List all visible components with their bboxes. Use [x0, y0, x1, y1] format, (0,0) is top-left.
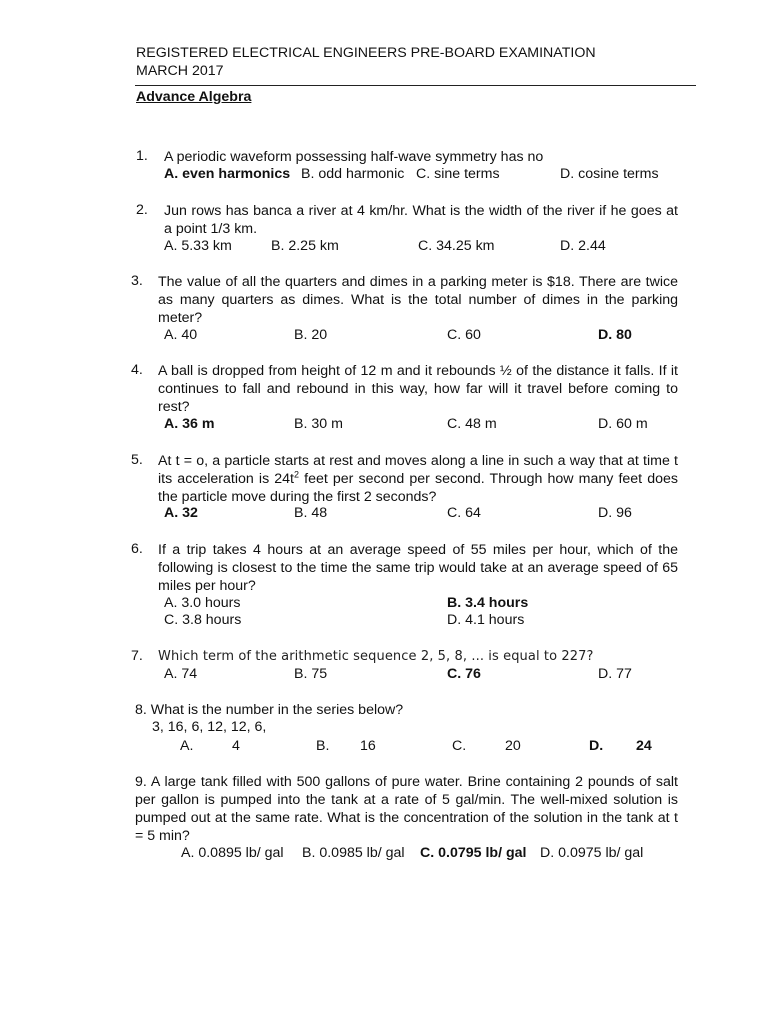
choice-b-letter: B. [316, 738, 330, 754]
choice-a: A. 32 [164, 505, 198, 521]
choice-d: D. 60 m [598, 416, 648, 432]
choice-d-value: 24 [636, 738, 652, 754]
choice-c: C. sine terms [416, 166, 500, 182]
choice-a-letter: A. [180, 738, 194, 754]
exponent: 2 [294, 469, 300, 480]
exam-date: MARCH 2017 [136, 63, 224, 79]
question-number: 2. [136, 202, 148, 218]
choice-a: A. 3.0 hours [164, 595, 241, 611]
choice-d: D. 80 [598, 327, 632, 343]
question-number: 4. [131, 362, 143, 378]
subject-title: Advance Algebra [136, 89, 252, 105]
question-number: 5. [131, 452, 143, 468]
choice-b: B. 0.0985 lb/ gal [302, 845, 405, 861]
choice-d: D. 4.1 hours [447, 612, 525, 628]
choice-d-letter: D. [589, 738, 604, 754]
choice-b-value: 16 [360, 738, 376, 754]
question-number: 8. [135, 702, 147, 718]
choice-c-letter: C. [452, 738, 467, 754]
question-text: Jun rows has banca a river at 4 km/hr. What is the width of the river if he goes at a point 1/3 km. [164, 203, 678, 237]
choice-a: A. 36 m [164, 416, 215, 432]
number-series: 3, 16, 6, 12, 12, 6, [152, 719, 267, 735]
question-text: At t = o, a particle starts at rest and moves along a line in such a way that at time t its acceleration is $24t^2$ feet per second per second. Through how many feet does the particle move during the first 2 seconds? [158, 453, 678, 505]
choice-c: C. 76 [447, 666, 481, 682]
question-text: Which term of the arithmetic sequence 2, 5, 8, ... is equal to 227? [158, 649, 594, 664]
choice-c: C. 3.8 hours [164, 612, 242, 628]
choice-b: B. 30 m [294, 416, 343, 432]
choice-a: A. 5.33 km [164, 238, 232, 254]
choice-d: D. 2.44 [560, 238, 606, 254]
question-number: 6. [131, 541, 143, 557]
question-text: 9. A large tank filled with 500 gallons of pure water. Brine containing 2 pounds of salt per gallon is pumped into the tank at a rate of 5 gal/min. The well-mixed solution is pumped out at the same rate. What is the concentration of the solution in the tank at t = 5 min? [135, 774, 678, 844]
choice-b: B. 2.25 km [271, 238, 339, 254]
choice-c-value: 20 [505, 738, 521, 754]
exam-title: REGISTERED ELECTRICAL ENGINEERS PRE-BOARD EXAMINATION [136, 45, 596, 61]
choice-a: A. 0.0895 lb/ gal [181, 845, 284, 861]
choice-a: A. 74 [164, 666, 198, 682]
question-number: 1. [136, 148, 148, 164]
choice-c: C. 34.25 km [418, 238, 495, 254]
choice-a: A. even harmonics [164, 166, 291, 182]
choice-b: B. 3.4 hours [447, 595, 529, 611]
choice-a: A. 40 [164, 327, 198, 343]
choice-c: C. 60 [447, 327, 481, 343]
choice-d: D. 0.0975 lb/ gal [540, 845, 644, 861]
choice-b: B. 75 [294, 666, 328, 682]
question-text: A ball is dropped from height of 12 m and it rebounds ½ of the distance it falls. If it continues to fall and rebound in this way, how far will it travel before coming to rest? [158, 363, 678, 415]
choice-b: B. odd harmonic [301, 166, 405, 182]
header-divider [135, 85, 696, 86]
question-number: 7. [131, 648, 143, 664]
choice-a-value: 4 [232, 738, 240, 754]
question-text: The value of all the quarters and dimes in a parking meter is $18. There are twice as many quarters as dimes. What is the total number of dimes in the parking meter? [158, 274, 678, 326]
choice-d: D. cosine terms [560, 166, 659, 182]
choice-d: D. 96 [598, 505, 632, 521]
choice-c: C. 64 [447, 505, 481, 521]
choice-b: B. 48 [294, 505, 328, 521]
question-text: A periodic waveform possessing half-wave symmetry has no [164, 149, 544, 165]
choice-c: C. 0.0795 lb/ gal [420, 845, 527, 861]
choice-c: C. 48 m [447, 416, 497, 432]
choice-b: B. 20 [294, 327, 328, 343]
question-number: 9. [135, 774, 147, 790]
choice-d: D. 77 [598, 666, 632, 682]
question-number: 3. [131, 273, 143, 289]
question-text: 8. What is the number in the series below? [135, 702, 404, 718]
question-text: If a trip takes 4 hours at an average speed of 55 miles per hour, which of the following is closest to the time the same trip would take at an average speed of 65 miles per hour? [158, 542, 678, 594]
